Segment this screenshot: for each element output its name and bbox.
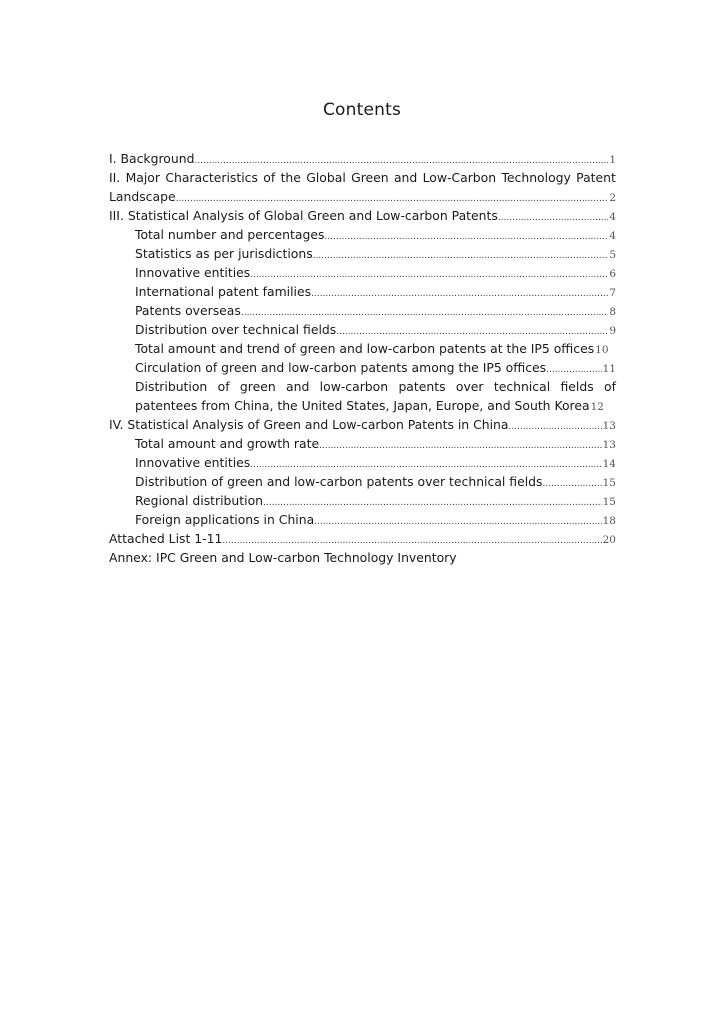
toc-entry-china-analysis[interactable]: [109, 415, 616, 434]
justified-word: Characteristics: [165, 170, 258, 185]
justified-word: Major: [125, 170, 160, 185]
justified-word: the: [280, 170, 301, 185]
justified-word: Distribution: [135, 379, 208, 394]
toc-page-number: 4: [609, 230, 616, 242]
justified-word: patents: [398, 379, 446, 394]
toc-entry-label: Distribution of green and low-carbon patents over technical fields: [135, 474, 543, 489]
toc-entry-attached-list[interactable]: [109, 529, 616, 548]
toc-page-number: 2: [609, 192, 616, 204]
toc-page-number: 12: [590, 401, 604, 413]
toc-entry-label: Patents overseas: [135, 303, 241, 318]
toc-page-number: 20: [602, 534, 616, 546]
toc-page-number: 9: [609, 325, 616, 337]
dot-leader: [311, 285, 608, 304]
toc-entry-jurisdictions[interactable]: [109, 244, 616, 263]
toc-page-number: 1: [609, 154, 616, 166]
toc-entry-ip5-circulation[interactable]: [109, 358, 616, 377]
dot-leader: [314, 513, 601, 532]
toc-page-number: 5: [609, 249, 616, 261]
toc-page-number: 14: [602, 458, 616, 470]
toc-entry-global-analysis[interactable]: [109, 206, 616, 225]
toc-entry-ip5-trend[interactable]: [109, 339, 616, 358]
toc-entry-patents-overseas[interactable]: [109, 301, 616, 320]
justified-word: fields: [560, 379, 594, 394]
toc-entry-label: Innovative entities: [135, 455, 251, 470]
toc-entry-label: Circulation of green and low-carbon patents among the IP5 offices: [135, 360, 547, 375]
toc-entry-label: I. Background: [109, 151, 195, 166]
toc-entry-total-number[interactable]: [109, 225, 616, 244]
table-of-contents: [109, 149, 616, 567]
justified-word: Global: [306, 170, 346, 185]
toc-entry-regional-distribution[interactable]: [109, 491, 616, 510]
toc-entry-technical-fields[interactable]: [109, 320, 616, 339]
dot-leader: [324, 228, 608, 247]
toc-entry-china-technical-fields[interactable]: [109, 472, 616, 491]
toc-page-number: 11: [602, 363, 616, 375]
justified-word: of: [263, 170, 276, 185]
justified-word: II.: [109, 170, 121, 185]
toc-page-number: 15: [602, 477, 616, 489]
toc-entry-label: III. Statistical Analysis of Global Green and Low-carbon Patents: [109, 208, 498, 223]
dot-leader: [542, 475, 601, 494]
toc-entry-major-characteristics[interactable]: [109, 187, 616, 206]
justified-word: Patent: [576, 170, 616, 185]
toc-page-number: 6: [609, 268, 616, 280]
justified-word: Green: [351, 170, 389, 185]
toc-entry-label: Total amount and trend of green and low-carbon patents at the IP5 offices: [135, 341, 595, 356]
toc-page-number: 7: [609, 287, 616, 299]
dot-leader: [313, 247, 609, 266]
toc-entry-label: Annex: IPC Green and Low-carbon Technology Inventory: [109, 550, 457, 565]
toc-entry-label: Innovative entities: [135, 265, 251, 280]
toc-entry-label: Landscape: [109, 189, 176, 204]
justified-word: green: [239, 379, 276, 394]
justified-word: and: [286, 379, 310, 394]
toc-entry-label: Total number and percentages: [135, 227, 325, 242]
dot-leader: [319, 437, 602, 456]
toc-entry-label: Attached List 1-11: [109, 531, 223, 546]
justified-word: of: [604, 379, 616, 394]
toc-entry-label: Regional distribution: [135, 493, 264, 508]
toc-page-number: 8: [609, 306, 616, 318]
contents-title: Contents: [322, 100, 402, 120]
justified-word: and: [393, 170, 418, 185]
toc-entry-patent-families[interactable]: [109, 282, 616, 301]
justified-word: technical: [493, 379, 551, 394]
toc-entry-label: Distribution over technical fields: [135, 322, 337, 337]
justified-word: over: [455, 379, 484, 394]
toc-entry-label: patentees from China, the United States, Japan, Europe, and South Korea: [135, 398, 590, 413]
toc-entry-patentees-distribution-line1[interactable]: [109, 377, 616, 396]
toc-page-number: 13: [602, 439, 616, 451]
toc-entry-label: IV. Statistical Analysis of Green and Low-carbon Patents in China: [109, 417, 509, 432]
toc-entry-foreign-applications[interactable]: [109, 510, 616, 529]
toc-entry-label-line1: [135, 377, 616, 396]
justified-word: Low-Carbon: [422, 170, 497, 185]
toc-entry-label: Foreign applications in China: [135, 512, 315, 527]
toc-page-number: 15: [602, 496, 616, 508]
toc-page-number: 4: [609, 211, 616, 223]
justified-word: Technology: [501, 170, 571, 185]
toc-entry-patentees-distribution[interactable]: [109, 396, 616, 415]
toc-entry-label: Statistics as per jurisdictions: [135, 246, 313, 261]
toc-entry-label-line1: [109, 168, 616, 187]
toc-entry-label: International patent families: [135, 284, 312, 299]
justified-word: low-carbon: [319, 379, 389, 394]
toc-entry-label: Total amount and growth rate: [135, 436, 320, 451]
toc-entry-innovative-entities-global[interactable]: [109, 263, 616, 282]
toc-page-number: 13: [602, 420, 616, 432]
toc-entry-background[interactable]: [109, 149, 616, 168]
dot-leader: [508, 418, 601, 437]
dot-leader: [498, 209, 609, 228]
toc-page-number: 10: [595, 344, 609, 356]
toc-page-number: 18: [602, 515, 616, 527]
toc-entry-major-characteristics-line1[interactable]: [109, 168, 616, 187]
toc-entry-growth-rate[interactable]: [109, 434, 616, 453]
toc-entry-innovative-entities-china[interactable]: [109, 453, 616, 472]
justified-word: of: [217, 379, 230, 394]
